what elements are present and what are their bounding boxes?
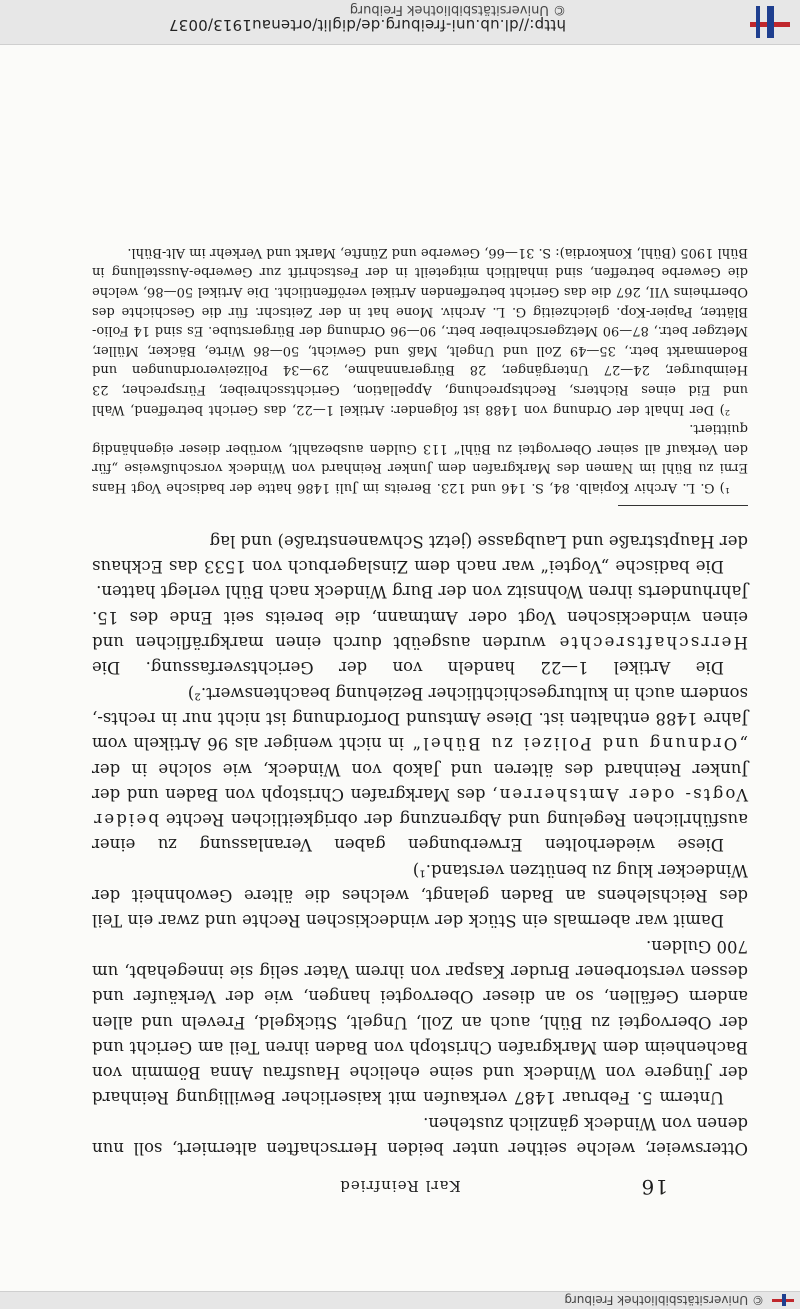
paragraph-5-part-b: wurden ausgeübt durch einen markgräflichen und einen windeckischen Vogt oder Amtmann, die bereits seit Ende des 15. Jahrhunderts ihren Wohnsitz von der Burg Windeck nach Bühl verlegt hatten.: [92, 582, 748, 653]
top-strip-text: © Universitätsbibliothek Freiburg: [564, 1293, 764, 1307]
paragraph-4-part-a: Diese wiederholten Erwerbungen gaben Veranlassung zu einer ausführlichen Regelung und Abgrenzung der obrigkeitlichen Rechte: [92, 810, 748, 855]
source-url-link[interactable]: http://dl.ub.uni-freiburg.de/diglit/ortenau1913/0037: [168, 16, 566, 34]
paragraph-5: [92, 579, 748, 680]
source-bar: [0, 0, 800, 45]
paragraph-3: Damit war abermals ein Stück der windeckischen Rechte und zwar ein Teil des Reichslehens an Baden gelangt, welches die ältere Gewohnheit der Windecker klug zu benützen verstand.¹): [92, 860, 748, 931]
footnote-rule: [618, 505, 748, 506]
library-logo-icon: [772, 1294, 794, 1306]
paragraph-2: Unterm 5. Februar 1487 verkaufen mit kaiserlicher Bewilligung Reinhard der Jüngere von Windeck und seine eheliche Hausfrau Anna Bömmin von Bachenheim dem Markgrafen Christoph von Baden ihren Teil am Gericht und der Obervogtei zu Bühl, auch an Zoll, Ungelt, Stickgeld, Freveln und allen andern Gefällen, so an dieser Obervogtei hangen, wie der Verkäufer und dessen verstorbener Bruder Kaspar von ihrem Vater selig sie innegehabt, um 700 Gulden.: [92, 936, 748, 1108]
emphasis-herrschaftsrechte: Herrschaftsrechte: [557, 633, 748, 653]
library-logo-icon: [750, 6, 790, 38]
copyright-label: © Universitätsbibliothek Freiburg: [349, 2, 566, 17]
paragraph-4-part-b: , des Markgrafen Christoph von Baden und der Junker Reinhard des älteren und Jakob von Windeck, wie solche in der: [91, 759, 748, 804]
running-head: Karl Reinfried: [339, 1177, 461, 1195]
paragraph-1: Ottersweier, welche seither unter beiden Herrschaften alterniert, soll nun denen von Windeck gänzlich zustehen.: [92, 1113, 748, 1158]
page-header: [100, 1169, 700, 1199]
footnote-1: ¹) G. L. Archiv Kopialb. 84, S. 146 und 123. Bereits im Juli 1486 hatte der badische Vogt Hans Erni zu Bühl im Namen des Markgrafen dem Junker Reinhard von Windeck vorschußweise „für den Verkauf all seiner Obervogtei zu Bühl“ 113 Gulden ausbezahlt, worüber dieser eigenhändig quittiert.: [92, 421, 748, 495]
emphasis-vogtsherren: beider Vogts- oder Amtsherren: [92, 784, 748, 830]
top-strip: [0, 1291, 800, 1309]
footnote-2: ²) Der Inhalt der Ordnung von 1488 ist folgender: Artikel 1—22, das Gericht betreffend, Wahl und Eid eines Richters, Rechtsprechung, Appellation, Gerichtsschreiber, Fürsprecher, 23 Heimburger, 24—27 Untergänger, 28 Bürgerannahme, 29—34 Polizeiverordnungen und Bodenmarkt betr., 35—49 Zoll und Ungelt, Maß und Gewicht, 50—86 Wirte, Bäcker, Müller, Metzger betr., 87—90 Metzgerschreiber betr., 90—96 Ordnung der Bürgerstube. Es sind 14 Folio-Blätter, Papier-Kop. gleichzeitig G. L. Archiv. Mone hat in der Zeitschr. für die Geschichte des Oberrheins VII, 267 die das Gericht betreffenden Artikel veröffentlicht. Die Artikel 50—86, welche die Gewerbe betreffen, sind inhaltlich mitgeteilt in der Festschrift zur Gewerbe-Ausstellung in Bühl 1905 (Bühl, Konkordia): S. 31—66, Gewerbe und Zünfte, Markt und Verkehr im Alt-Bühl.: [92, 244, 748, 417]
paragraph-5-part-a: Die Artikel 1—22 handeln von der Gerichtsverfassung. Die: [92, 658, 724, 678]
paragraph-6: Die badische „Vogtei“ war nach dem Zinslagerbuch von 1533 das Eckhaus der Hauptstraße und Laubgasse (jetzt Schwanenstraße) und lag: [92, 531, 748, 577]
footnotes: [92, 242, 748, 497]
page-number: 16: [640, 1175, 668, 1199]
body-text: [92, 529, 748, 1161]
emphasis-ordnung: „Ordnung und Polizei zu Bühel“: [410, 734, 748, 754]
paragraph-4: [92, 680, 748, 857]
paragraph-4-part-c: in nicht weniger als 96 Artikeln vom Jahre 1488 enthalten ist. Diese Amtsund Dorfordnung ist nicht nur in rechts-, sondern auch in kulturgeschichtlicher Beziehung beachtenswert.²): [91, 683, 748, 754]
